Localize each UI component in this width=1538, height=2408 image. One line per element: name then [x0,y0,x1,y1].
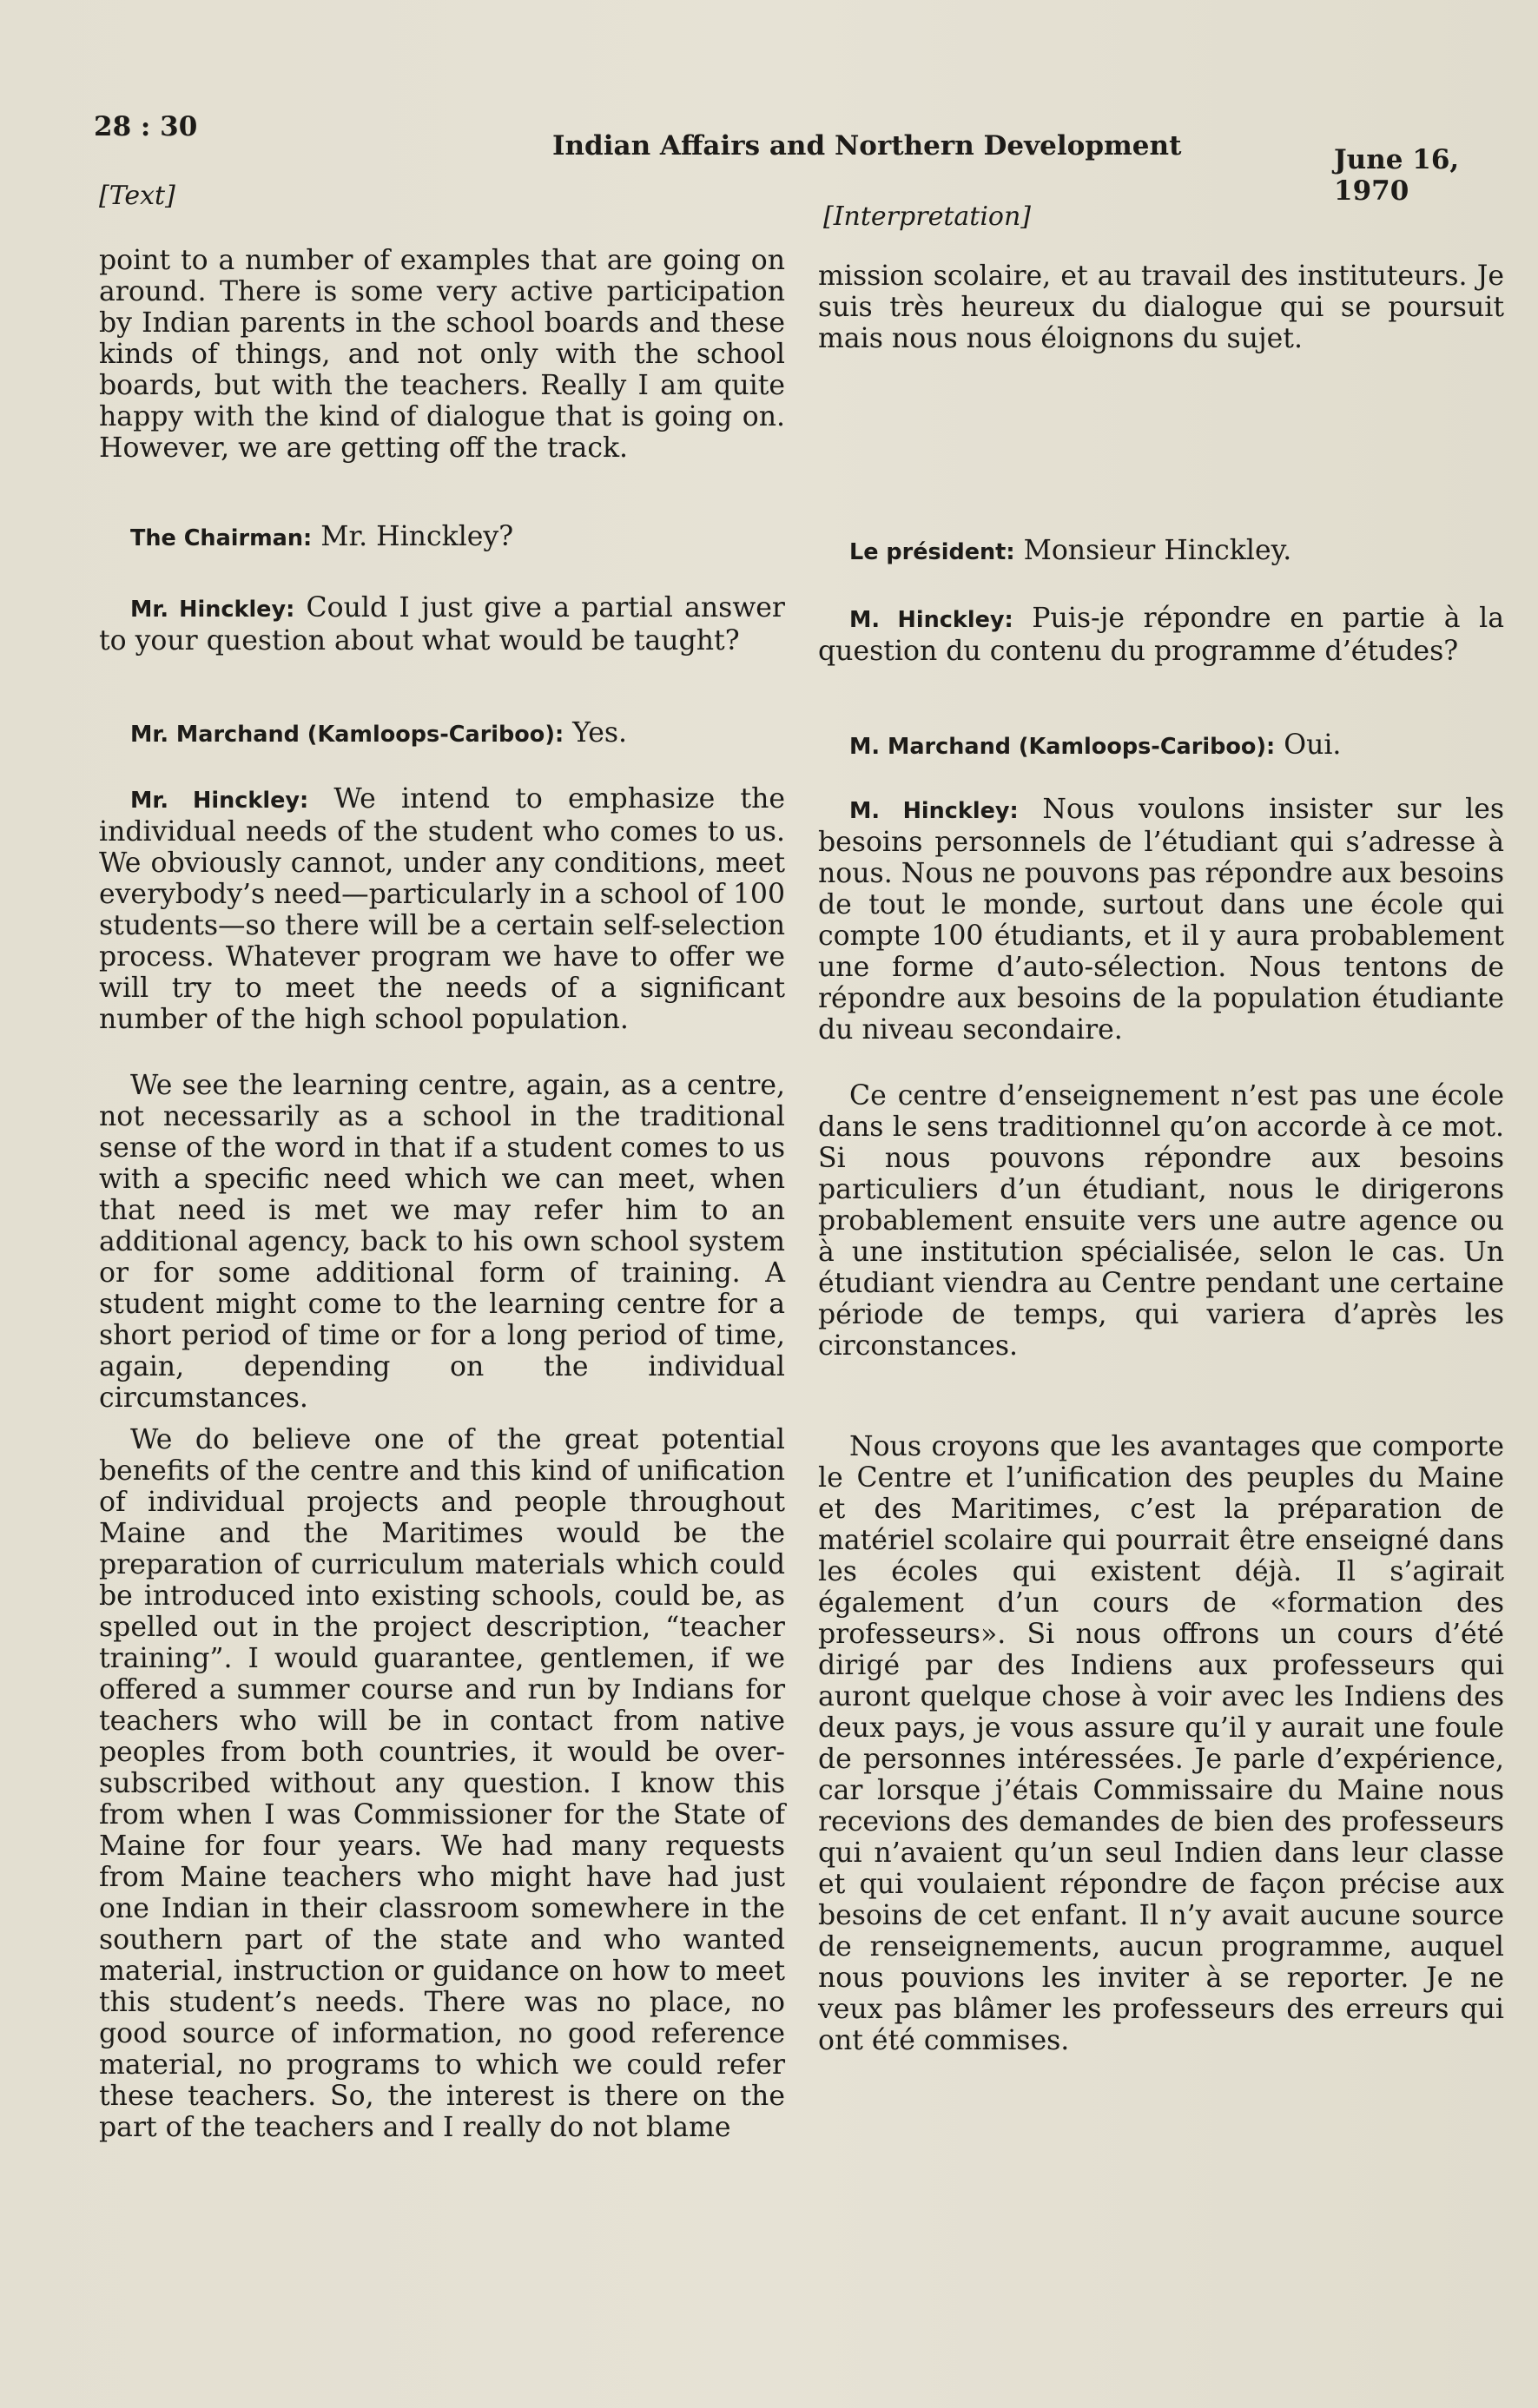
text-column-label: [Text] [99,181,175,211]
speech [99,717,785,750]
speaker-name: The Chairman: [130,525,313,551]
speech [99,521,785,554]
speech [818,535,1504,568]
speaker-name: Mr. Hinckley: [130,597,295,623]
paragraph: We do believe one of the great potential benefits of the centre and this kind of unification of individual projects and people throughout Maine and the Maritimes would be the preparation of curriculum materials which could be introduced into existing schools, could be, as spelled out in the project description, “teacher training”. I would guarantee, gentlemen, if we offered a summer course and run by Indians for teachers who will be in contact from native peoples from both countries, it would be over-subscribed without any question. I know this from when I was Commissioner for the State of Maine for four years. We had many requests from Maine teachers who might have had just one Indian in their classroom somewhere in the southern part of the state and who wanted material, instruction or guidance on how to meet this student’s needs. There was no place, no good source of information, no good reference material, no programs to which we could refer these teachers. So, the interest is there on the part of the teachers and I really do not blame [99,1424,785,2143]
speaker-name: M. Hinckley: [849,607,1013,633]
speech [99,592,785,656]
speech-text: We intend to emphasize the individual needs of the student who comes to us. We obviously cannot, under any conditions, meet everybody’s need—particularly in a school of 100 students—so there will be a certain self-selection process. Whatever program we have to offer we will try to meet the needs of a significant number of the high school population. [99,783,786,1035]
speech [818,794,1504,1046]
page-title: Indian Affairs and Northern Development [552,130,1182,162]
paragraph: mission scolaire, et au travail des instituteurs. Je suis très heureux du dialogue qui se poursuit mais nous nous éloignons du sujet. [818,261,1504,354]
speech [818,729,1504,762]
speech [818,603,1504,667]
paragraph: Nous croyons que les avantages que comporte le Centre et l’unification des peuples du Maine et des Maritimes, c’est la préparation de matériel scolaire qui pourrait être enseigné dans les écoles qui existent déjà. Il s’agirait également d’un cours de «formation des professeurs». Si nous offrons un cours d’été dirigé par des Indiens aux professeurs qui auront quelque chose à voir avec les Indiens des deux pays, je vous assure qu’il y aurait une foule de personnes intéressées. Je parle d’expérience, car lorsque j’étais Commissaire du Maine nous recevions des demandes de bien des professeurs qui n’avaient qu’un seul Indien dans leur classe et qui voulaient répondre de façon précise aux besoins de cet enfant. Il n’y avait aucune source de renseignements, aucun programme, auquel nous pouvions les inviter à se reporter. Je ne veux pas blâmer les professeurs des erreurs qui ont été commises. [818,1431,1504,2056]
paragraph: We see the learning centre, again, as a centre, not necessarily as a school in the traditional sense of the word in that if a student comes to us with a specific need which we can meet, when that need is met we may refer him to an additional agency, back to his own school system or for some additional form of training. A student might come to the learning centre for a short period of time or for a long period of time, again, depending on the individual circumstances. [99,1070,785,1414]
speech-text: Puis-je répondre en partie à la question du contenu du programme d’études? [818,603,1504,667]
speech-text: Monsieur Hinckley. [1014,535,1292,566]
speaker-name: M. Marchand (Kamloops-Cariboo): [849,734,1276,760]
speaker-name: Mr. Marchand (Kamloops-Cariboo): [130,722,564,748]
page-number: 28 : 30 [94,111,198,142]
speaker-name: Le président: [849,539,1015,565]
speech-text: Could I just give a partial answer to your question about what would be taught? [99,592,785,656]
paragraph: Ce centre d’enseignement n’est pas une école dans le sens traditionnel qu’on accorde à ce mot. Si nous pouvons répondre aux besoins particuliers d’un étudiant, nous le dirigerons probablement ensuite vers une autre agence ou à une institution spécialisée, selon le cas. Un étudiant viendra au Centre pendant une certaine période de temps, qui variera d’après les circonstances. [818,1080,1504,1362]
page-date: June 16, 1970 [1334,144,1460,207]
paragraph: point to a number of examples that are going on around. There is some very active participation by Indian parents in the school boards and these kinds of things, and not only with the school boards, but with the teachers. Really I am quite happy with the kind of dialogue that is going on. However, we are getting off the track. [99,245,785,464]
speaker-name: Mr. Hinckley: [130,788,309,814]
speaker-name: M. Hinckley: [849,798,1019,824]
speech-text: Yes. [564,717,628,749]
speech-text: Oui. [1275,729,1342,761]
speech-text: Nous voulons insister sur les besoins personnels de l’étudiant qui s’adresse à nous. Nous ne pouvons pas répondre aux besoins de tout le monde, surtout dans une école qui compte 100 étudiants, et il y aura probablement une forme d’auto-sélection. Nous tentons de répondre aux besoins de la population étudiante du niveau secondaire. [818,794,1505,1046]
speech-text: Mr. Hinckley? [312,521,514,552]
interpretation-column-label: [Interpretation] [823,201,1032,232]
speech [99,783,785,1035]
